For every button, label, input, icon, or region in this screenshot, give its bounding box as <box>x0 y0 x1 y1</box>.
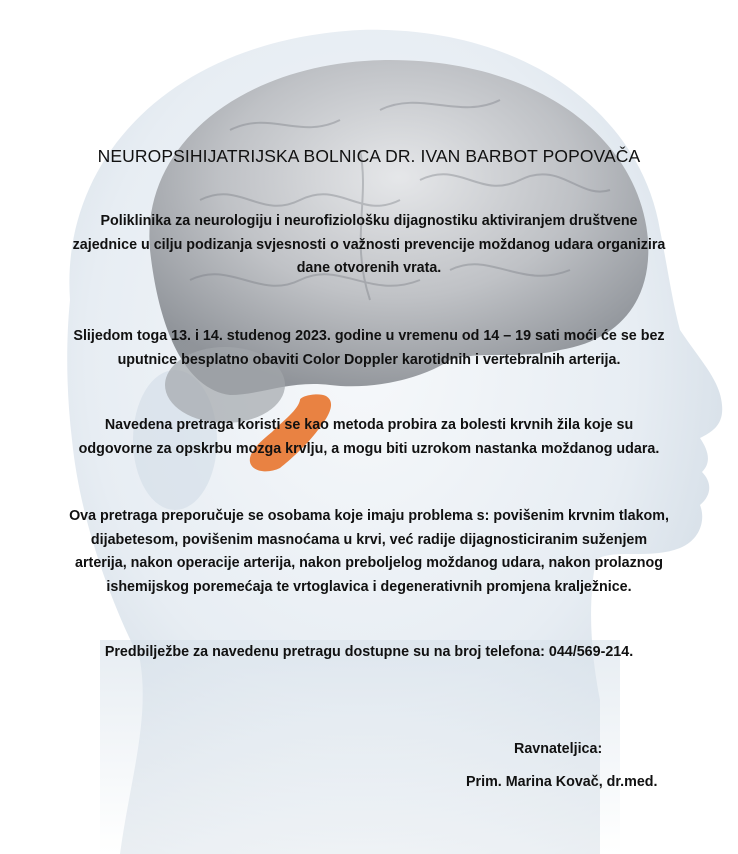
recommendation-paragraph <box>10 505 728 599</box>
text-line: Ova pretraga preporučuje se osobama koje imaju problema s: povišenim krvnim tlakom, <box>69 508 669 524</box>
text-line: zajednice u cilju podizanja svjesnosti o važnosti prevencije moždanog udara organizira <box>72 236 666 253</box>
text-line: dijabetesom, povišenim masnoćama u krvi, već radije dijagnosticiranim suženjem <box>90 531 648 548</box>
text-line: uputnice besplatno obaviti Color Doppler karotidnih i vertebralnih arterija. <box>117 351 621 368</box>
date-paragraph <box>20 325 718 372</box>
text-line: arterija, nakon operacije arterija, nakon preboljelog moždanog udara, nakon prolaznog <box>75 555 663 571</box>
text-line: dane otvorenih vrata. <box>296 260 442 276</box>
text-line: odgovorne za opskrbu mozga krvlju, a mogu biti uzrokom nastanka moždanog udara. <box>78 440 660 457</box>
signature-name: Prim. Marina Kovač, dr.med. <box>466 774 658 790</box>
text-line: Poliklinika za neurologiju i neurofiziološku dijagnostiku aktiviranjem društvene <box>100 213 638 229</box>
intro-paragraph <box>40 210 698 281</box>
contact-paragraph <box>20 641 718 665</box>
text-line: ishemijskog poremećaja te vrtoglavica i degenerativnih promjena kralježnice. <box>106 578 632 595</box>
hospital-title: NEUROPSIHIJATRIJSKA BOLNICA DR. IVAN BARBOT POPOVAČA <box>97 146 641 166</box>
signature-role: Ravnateljica: <box>514 741 603 757</box>
text-line: Navedena pretraga koristi se kao metoda probira za bolesti krvnih žila koje su <box>104 417 634 433</box>
phone-line: Predbilježbe za navedenu pretragu dostupne su na broj telefona: 044/569-214. <box>104 644 634 660</box>
method-paragraph <box>20 414 718 461</box>
text-line: Slijedom toga 13. i 14. studenog 2023. godine u vremenu od 14 – 19 sati moći će se bez <box>73 328 665 344</box>
